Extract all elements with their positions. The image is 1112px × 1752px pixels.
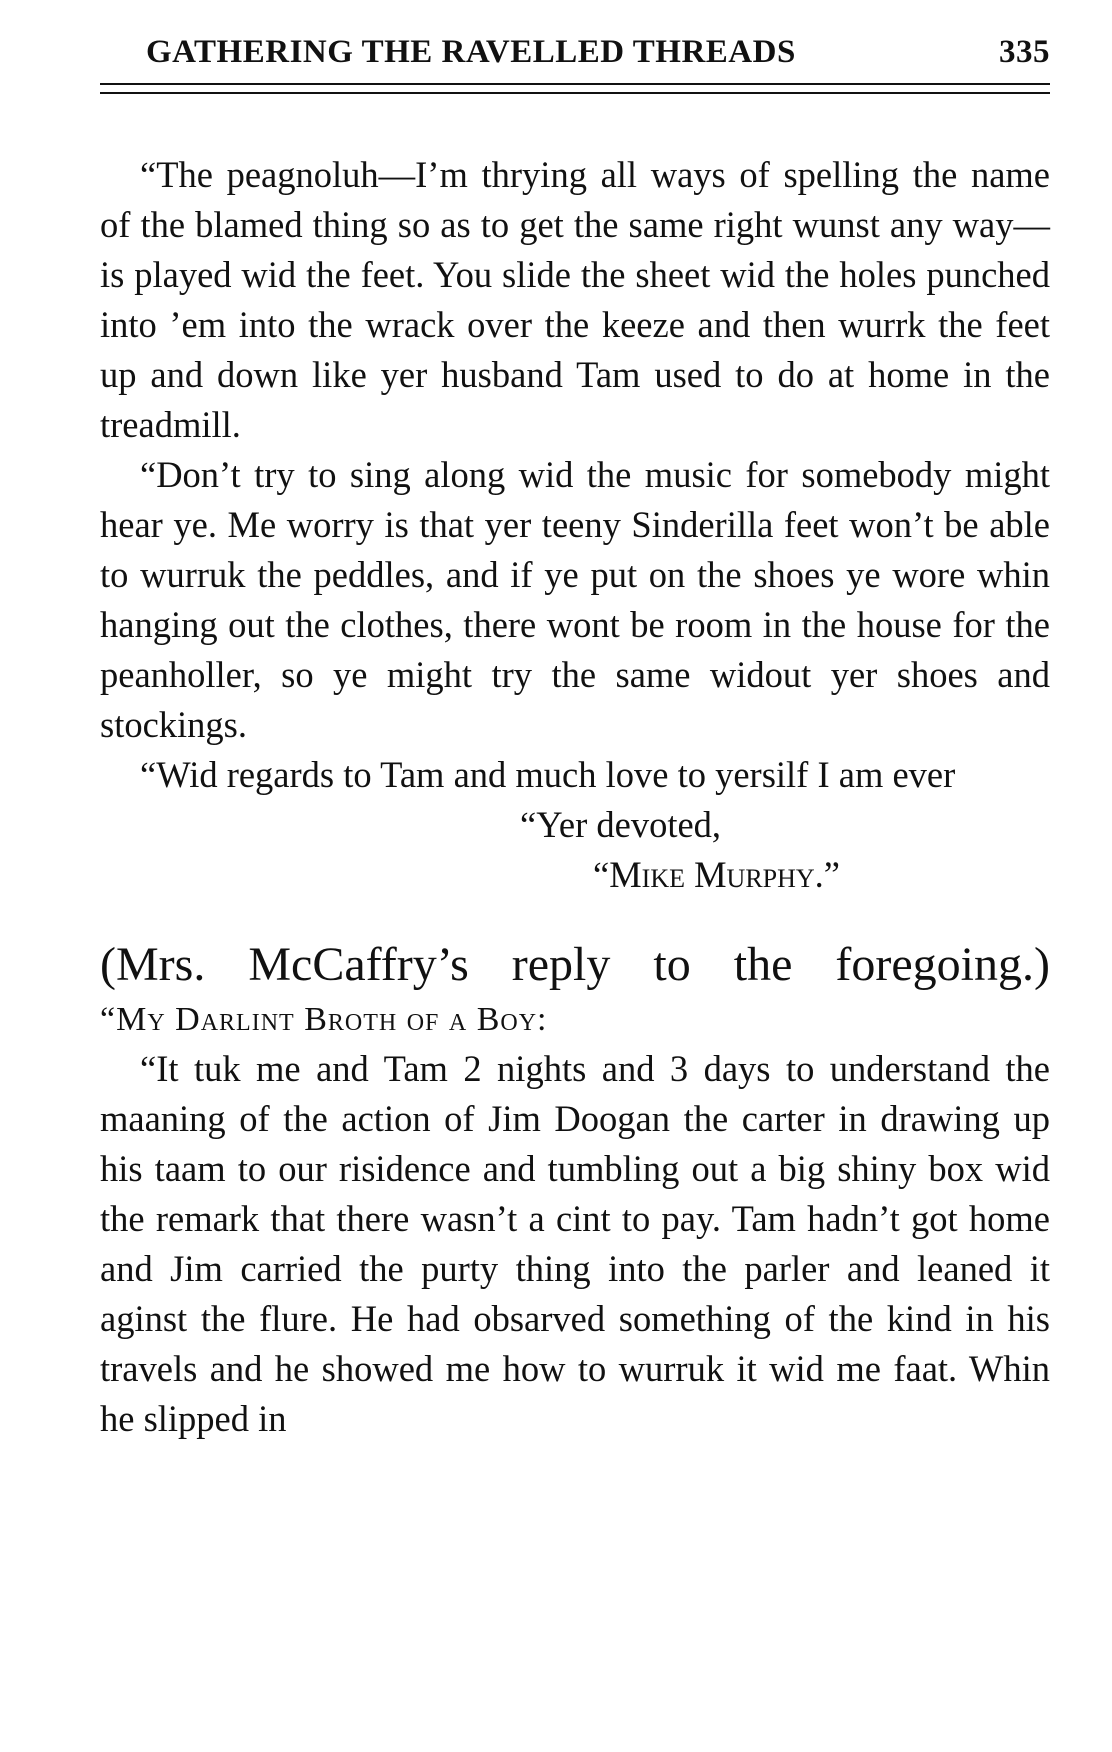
book-page bbox=[100, 34, 1050, 1444]
running-head bbox=[100, 34, 1050, 71]
letter-from-mrs-mccaffry bbox=[100, 1044, 1050, 1444]
letter-from-mike-murphy bbox=[100, 150, 1050, 800]
section-heading: (Mrs. McCaffry’s reply to the foregoing.) bbox=[100, 938, 1050, 991]
letter2-paragraph-1: “It tuk me and Tam 2 nights and 3 days to understand the maaning of the action of Jim Doogan the carter in drawing up his taam to our risidence and tumbling out a big shiny box wid the remark that there wasn’t a cint to pay. Tam hadn’t got home and Jim carried the purty thing into the parler and leaned it aginst the flure. He had obsarved something of the kind in his travels and he showed me how to wurruk it wid me faat. Whin he slipped in bbox=[100, 1048, 1050, 1439]
running-head-title: GATHERING THE RAVELLED THREADS bbox=[146, 34, 796, 70]
letter1-signature-block bbox=[100, 800, 1050, 900]
letter1-signature: “Mike Murphy.” bbox=[593, 854, 841, 895]
page-number: 335 bbox=[999, 34, 1050, 70]
letter1-paragraph-3: “Wid regards to Tam and much love to yersilf I am ever bbox=[140, 754, 956, 795]
letter1-closing: “Yer devoted, bbox=[520, 804, 722, 845]
letter1-paragraph-2: “Don’t try to sing along wid the music for somebody might hear ye. Me worry is that yer teeny Sinderilla feet won’t be able to wurruk the peddles, and if ye put on the shoes ye wore whin hanging out the clothes, there wont be room in the house for the peanholler, so ye might try the same widout yer shoes and stockings. bbox=[100, 454, 1050, 745]
header-double-rule bbox=[100, 83, 1050, 94]
letter1-paragraph-1: “The peagnoluh—I’m thrying all ways of spelling the name of the blamed thing so as to get the same right wunst any way—is played wid the feet. You slide the sheet wid the holes punched into ’em into the wrack over the keeze and then wurrk the feet up and down like yer husband Tam used to do at home in the treadmill. bbox=[100, 154, 1050, 445]
letter2-salutation: “My Darlint Broth of a Boy: bbox=[100, 1001, 548, 1038]
